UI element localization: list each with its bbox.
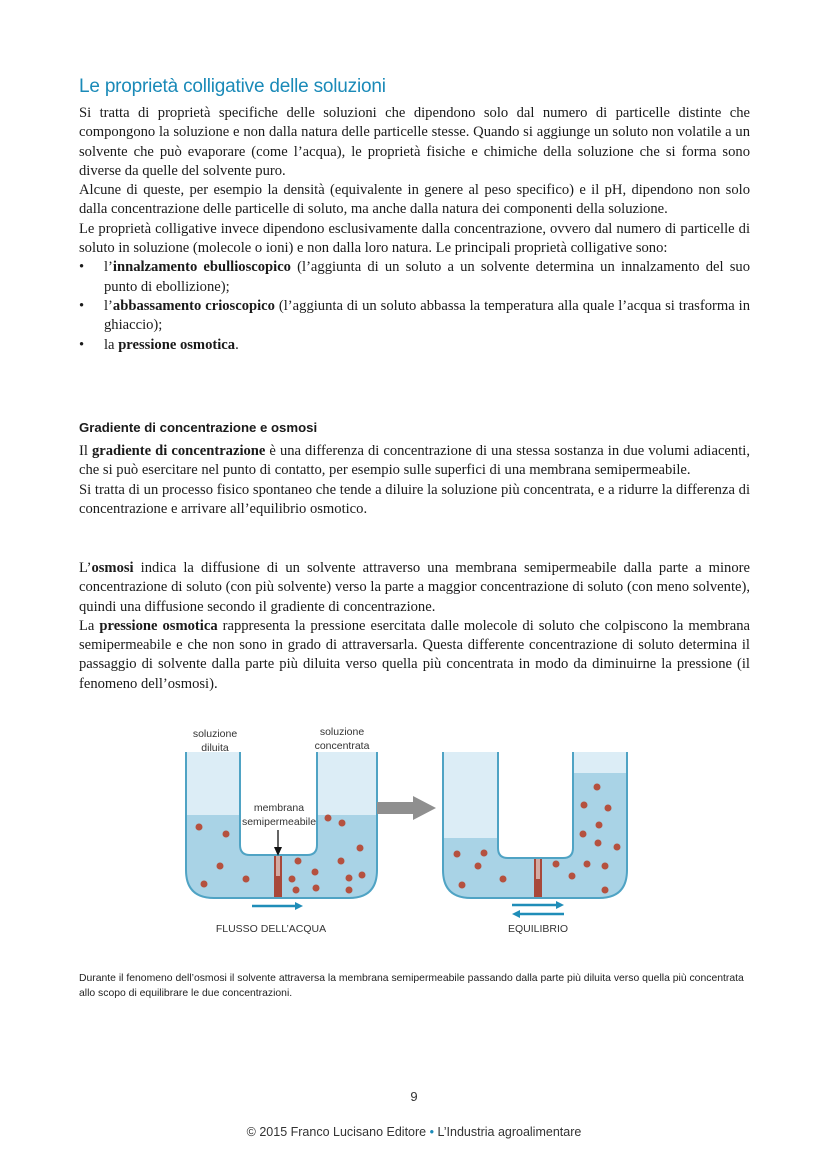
- bullet-icon: •: [79, 336, 85, 353]
- bullet-icon: •: [79, 259, 85, 276]
- bold-term: osmosi: [91, 560, 134, 576]
- svg-text:concentrata: concentrata: [314, 740, 370, 752]
- label-dilute: soluzione: [192, 728, 238, 740]
- equilibrium-arrows-icon: [512, 901, 564, 918]
- paragraph: Le proprietà colligative invece dipendono esclusivamente dalla concentrazione, ovvero dal numero di particelle di soluto in soluzione (molecole o ioni) e non dalla loro natura. Le principali proprietà colligative sono:: [79, 220, 750, 257]
- paragraph: L’osmosi indica la diffusione di un solvente attraverso una membrana semipermeabile dalla parte a minore concentrazione di soluto (con più solvente) verso la parte a maggior concentrazione di soluto (con meno solvente), quindi una diffusione secondo il gradiente di concentrazione.: [79, 560, 750, 615]
- bold-term: innalzamento ebullioscopico: [112, 259, 291, 276]
- bold-term: gradiente di concentrazione: [91, 443, 266, 459]
- bullet-icon: •: [79, 297, 85, 314]
- label-equilibrium: EQUILIBRIO: [507, 923, 569, 935]
- bold-term: pressione osmotica: [99, 617, 218, 634]
- list-item: • l’innalzamento ebullioscopico (l’aggiunta di un soluto a un solvente determina un innalzamento del suo punto di ebollizione);: [79, 259, 750, 295]
- page-footer: [0, 1125, 828, 1139]
- bold-term: pressione osmotica: [118, 336, 236, 353]
- bold-term: abbassamento crioscopico: [112, 297, 275, 314]
- paragraph: Alcune di queste, per esempio la densità (equivalente in genere al peso specifico) e il pH, dipendono non solo dalla concentrazione delle particelle di soluto, ma anche dalla natura dei componenti della soluzione.: [79, 182, 750, 218]
- svg-text:semipermeabile: semipermeabile: [241, 816, 317, 828]
- label-concentrated: soluzione: [319, 726, 365, 738]
- intro-text-block: [79, 104, 750, 355]
- colligative-properties-list: [79, 258, 750, 354]
- footer-separator: •: [429, 1125, 434, 1139]
- paragraph: La pressione osmotica rappresenta la pressione esercitata dalle molecole di soluto che colpiscono la membrana semipermeabile e che non sono in grado di attraversarla. Questa differente concentrazione di soluto determina il passaggio di solvente dalla parte più diluita verso quella più concentrata in modo da diminuirne la pressione (il fenomeno dell’osmosi).: [79, 617, 750, 692]
- svg-text:diluita: diluita: [201, 742, 229, 754]
- osmosis-diagram: [170, 720, 650, 940]
- flow-arrow-icon: [252, 902, 303, 910]
- section-title: Le proprietà colligative delle soluzioni: [79, 76, 386, 97]
- subsection-title: Gradiente di concentrazione e osmosi: [79, 420, 318, 435]
- paragraph: Si tratta di un processo fisico spontaneo che tende a diluire la soluzione più concentrata, e a ridurre la differenza di concentrazione e arrivare all’equilibrio osmotico.: [79, 481, 750, 517]
- label-water-flow: FLUSSO DELL’ACQUA: [215, 923, 327, 935]
- list-item: • la pressione osmotica.: [79, 336, 750, 355]
- page-number: 9: [410, 1089, 418, 1104]
- transition-arrow-icon: [377, 796, 436, 820]
- u-tube-after: [443, 752, 627, 898]
- footer-copyright: © 2015 Franco Lucisano Editore: [246, 1125, 427, 1139]
- gradient-text-block: [79, 442, 750, 519]
- label-membrane: membrana: [253, 802, 305, 814]
- paragraph: Il gradiente di concentrazione è una differenza di concentrazione di una stessa sostanza in due volumi adiacenti, che si può esercitare nel punto di contatto, per esempio sulle superfici di una membrana semipermeabile.: [79, 443, 750, 479]
- list-item: • l’abbassamento crioscopico (l’aggiunta di un soluto abbassa la temperatura alla quale l’acqua si trasforma in ghiaccio);: [79, 297, 750, 334]
- osmosis-text-block: [79, 559, 750, 694]
- paragraph: Si tratta di proprietà specifiche delle soluzioni che dipendono solo dal numero di particelle distinte che compongono la soluzione e non dalla natura delle particelle stesse. Quando si aggiunge un soluto non volatile a un solvente che può evaporare (come l’acqua), le proprietà fisiche e chimiche della soluzione che si forma sono diverse da quelle del solvente puro.: [79, 105, 750, 179]
- figure-caption: Durante il fenomeno dell’osmosi il solvente attraversa la membrana semipermeabile passando dalla parte più diluita verso quella più concentrata allo scopo di equilibrare le due concentrazioni.: [79, 973, 744, 999]
- footer-book-title: L’Industria agroalimentare: [437, 1125, 582, 1139]
